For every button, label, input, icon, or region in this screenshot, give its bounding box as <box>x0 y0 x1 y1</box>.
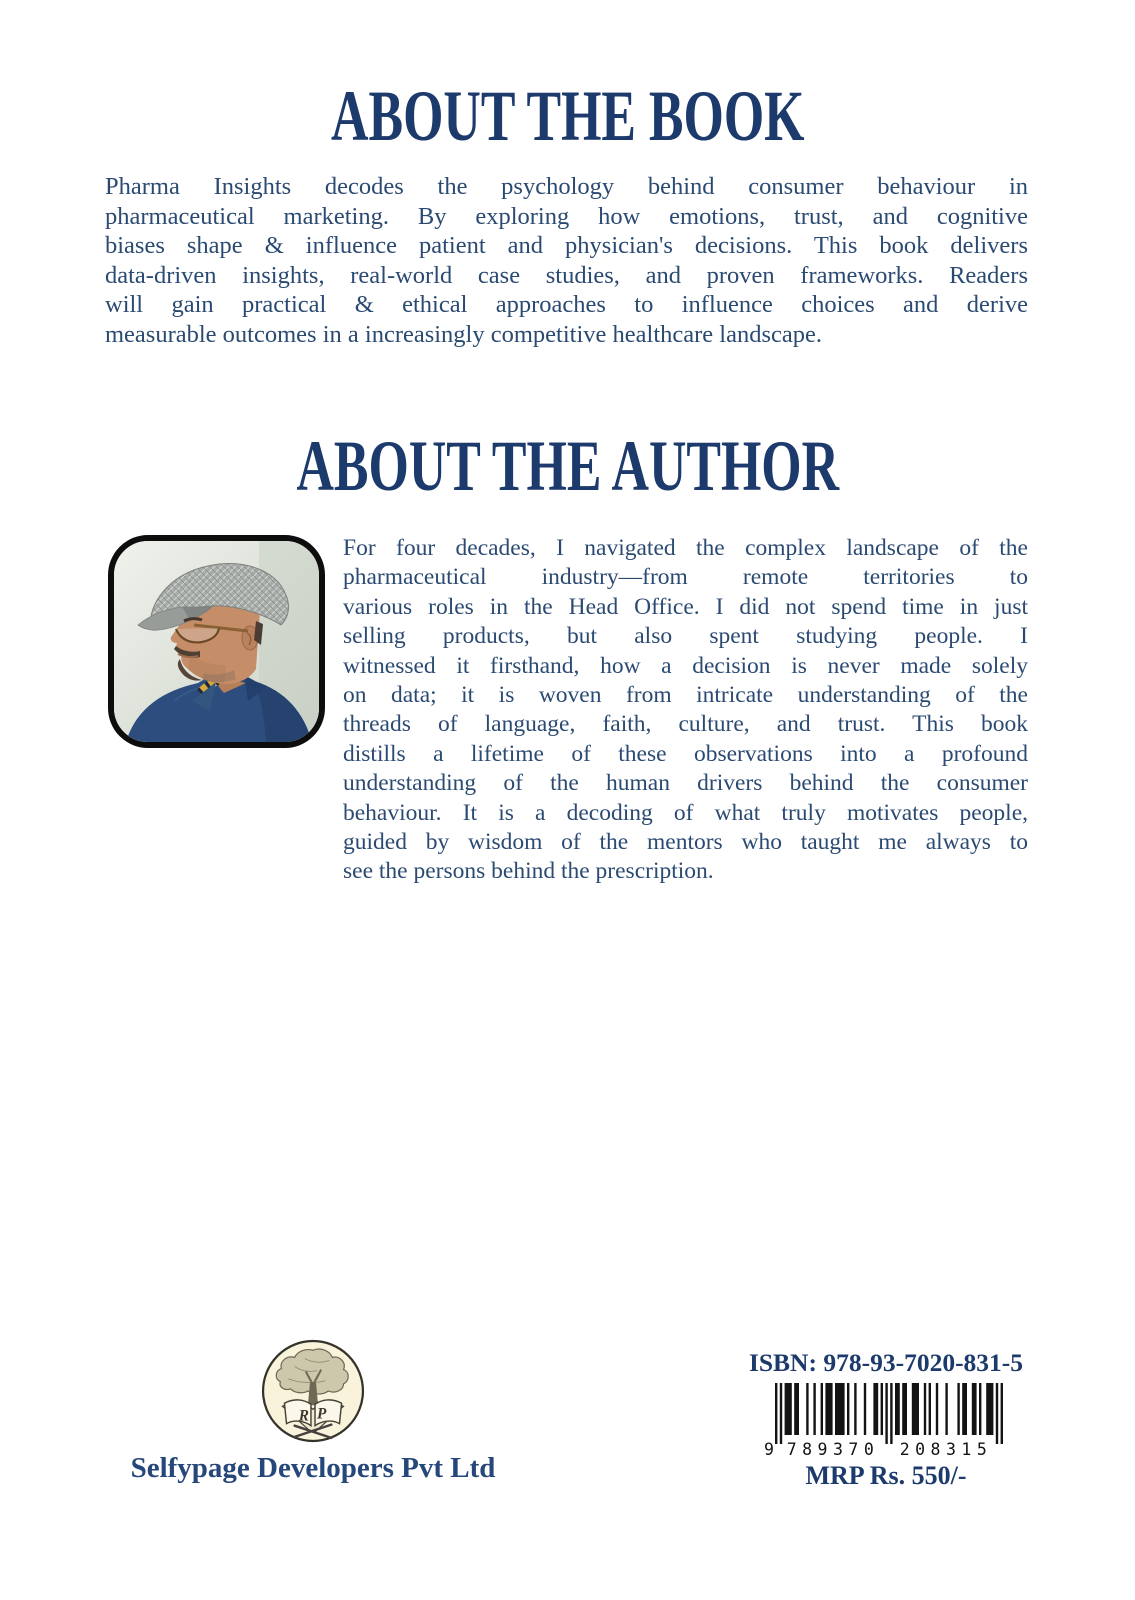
barcode <box>761 1381 1011 1459</box>
text-line: will gain practical & ethical approaches to influence choices and derive <box>105 291 1028 318</box>
about-book-section-heading <box>0 76 1135 156</box>
barcode-bars <box>775 1383 1003 1444</box>
text-line: pharmaceutical industry—from remote territories to <box>343 564 1028 591</box>
text-line: biases shape & influence patient and physician's decisions. This book delivers <box>105 232 1028 259</box>
text-line: threads of language, faith, culture, and trust. This book <box>343 711 1028 738</box>
about-author-title: ABOUT THE AUTHOR <box>296 426 839 506</box>
about-book-title: ABOUT THE BOOK <box>330 76 805 156</box>
barcode-digits-right: 208315 <box>899 1440 993 1459</box>
text-line: pharmaceutical marketing. By exploring how emotions, trust, and cognitive <box>105 202 1028 230</box>
about-book-paragraph <box>105 172 1028 349</box>
author-portrait-illustration <box>114 541 319 742</box>
text-line: data-driven insights, real-world case studies, and proven frameworks. Readers <box>105 261 1028 289</box>
isbn-label: ISBN: 978-93-7020-831-5 <box>748 1348 1024 1377</box>
mrp-label: MRP Rs. 550/- <box>805 1461 967 1490</box>
about-author-section-heading <box>0 426 1135 506</box>
isbn-block <box>740 1348 1032 1491</box>
text-line: distills a lifetime of these observations into a profound <box>343 740 1028 767</box>
logo-monogram-left: R <box>298 1407 309 1425</box>
text-line: witnessed it firsthand, how a decision is never made solely <box>343 652 1028 679</box>
text-line: see the persons behind the prescription. <box>343 858 714 885</box>
text-line: For four decades, I navigated the complex landscape of the <box>343 535 1028 561</box>
about-author-paragraph <box>343 534 1028 887</box>
publisher-logo <box>260 1338 366 1444</box>
text-line: guided by wisdom of the mentors who taught me always to <box>343 829 1028 856</box>
text-line: Pharma Insights decodes the psychology behind consumer behaviour in <box>105 173 1028 200</box>
text-line: understanding of the human drivers behind the consumer <box>343 770 1028 797</box>
text-line: on data; it is woven from intricate understanding of the <box>343 682 1028 709</box>
publisher-name: Selfypage Developers Pvt Ltd <box>130 1452 496 1484</box>
text-line: selling products, but also spent studying people. I <box>343 623 1028 650</box>
text-line: measurable outcomes in a increasingly competitive healthcare landscape. <box>105 320 823 348</box>
barcode-digits-left: 789370 <box>786 1440 880 1459</box>
text-line: various roles in the Head Office. I did not spend time in just <box>343 593 1028 620</box>
barcode-digit-lead: 9 <box>764 1440 774 1459</box>
publisher-block <box>98 1338 528 1484</box>
logo-monogram-right: P <box>317 1405 327 1423</box>
author-photo <box>108 535 325 748</box>
text-line: behaviour. It is a decoding of what truly motivates people, <box>343 799 1028 826</box>
